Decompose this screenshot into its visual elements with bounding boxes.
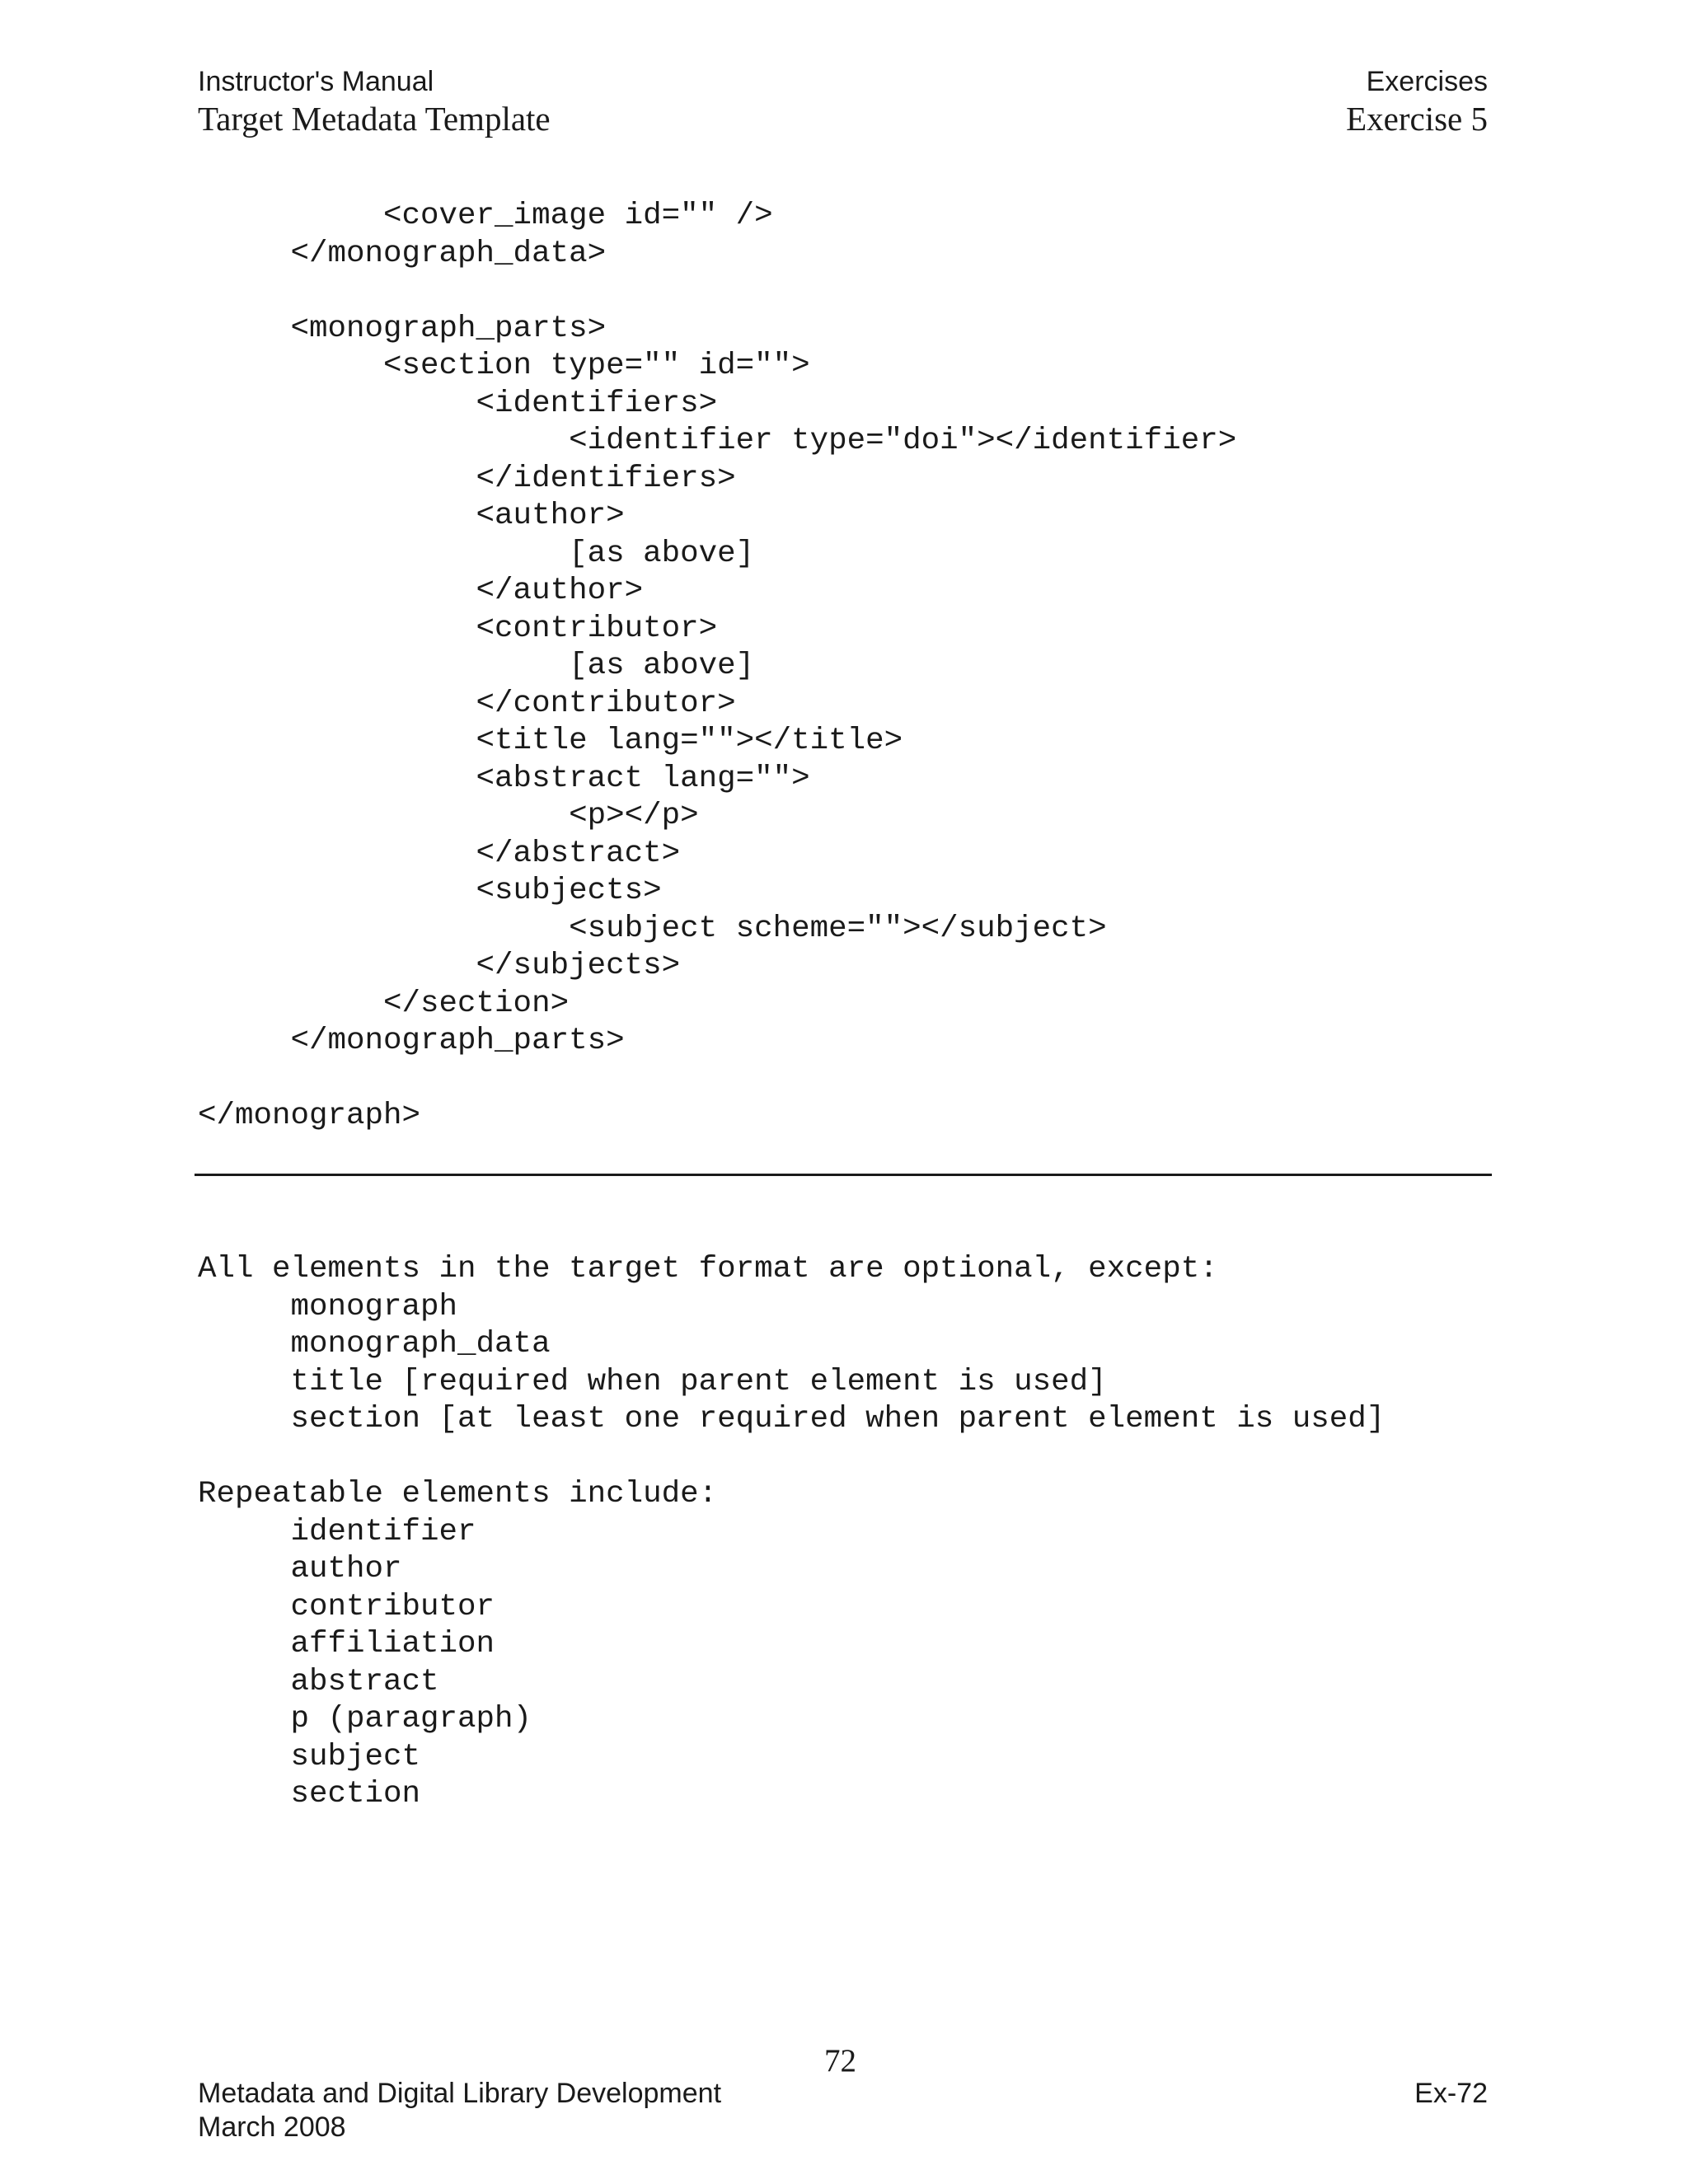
note-line: author (198, 1552, 402, 1586)
header-exercise-label: Exercise 5 (1346, 100, 1488, 138)
note-line: monograph_data (198, 1327, 551, 1361)
code-line: <contributor> (198, 611, 718, 646)
note-line (198, 1439, 1385, 1477)
code-line: <section type="" id=""> (198, 349, 810, 383)
note-line: affiliation (198, 1627, 495, 1661)
code-line: </monograph> (198, 1099, 421, 1133)
note-line: abstract (198, 1664, 439, 1699)
note-line: p (paragraph) (198, 1702, 532, 1736)
code-line: </contributor> (198, 686, 736, 721)
code-line: </subjects> (198, 949, 681, 983)
note-line: section [at least one required when parent element is used] (198, 1402, 1386, 1436)
code-line: <monograph_parts> (198, 311, 607, 346)
code-line: </author> (198, 574, 644, 608)
element-notes (198, 1251, 1385, 1814)
code-line: <subject scheme=""></subject> (198, 911, 1107, 946)
note-line: identifier (198, 1514, 476, 1549)
note-line: subject (198, 1739, 421, 1774)
code-line: </monograph_data> (198, 236, 607, 271)
header-section-title: Target Metadata Template (198, 100, 551, 138)
note-line: Repeatable elements include: (198, 1477, 718, 1511)
page-number: 72 (824, 2043, 856, 2079)
code-line: <identifiers> (198, 386, 718, 421)
note-line: title [required when parent element is used] (198, 1364, 1107, 1399)
note-line: All elements in the target format are optional, except: (198, 1252, 1218, 1286)
note-line: monograph (198, 1289, 458, 1324)
code-line: </section> (198, 986, 570, 1021)
code-line: [as above] (198, 536, 755, 571)
code-line: <author> (198, 499, 625, 533)
header-manual-title: Instructor's Manual (198, 66, 434, 97)
code-line (198, 1061, 1236, 1099)
code-line: [as above] (198, 649, 755, 683)
xml-template-code (198, 198, 1236, 1136)
code-line: <identifier type="doi"></identifier> (198, 424, 1237, 458)
header-chapter-label: Exercises (1366, 66, 1488, 97)
code-line (198, 273, 1236, 311)
note-line: contributor (198, 1589, 495, 1624)
note-line: section (198, 1777, 421, 1811)
footer-course-title: Metadata and Digital Library Development (198, 2078, 722, 2109)
code-line: </abstract> (198, 836, 681, 871)
code-line: <abstract lang=""> (198, 761, 810, 796)
footer-page-ref: Ex-72 (1414, 2078, 1488, 2109)
code-line: <cover_image id="" /> (198, 199, 773, 233)
horizontal-divider (195, 1174, 1492, 1176)
footer-date: March 2008 (198, 2111, 346, 2143)
code-line: <subjects> (198, 874, 662, 908)
code-line: <p></p> (198, 799, 699, 833)
code-line: </identifiers> (198, 461, 736, 496)
code-line: </monograph_parts> (198, 1024, 625, 1058)
code-line: <title lang=""></title> (198, 724, 903, 758)
